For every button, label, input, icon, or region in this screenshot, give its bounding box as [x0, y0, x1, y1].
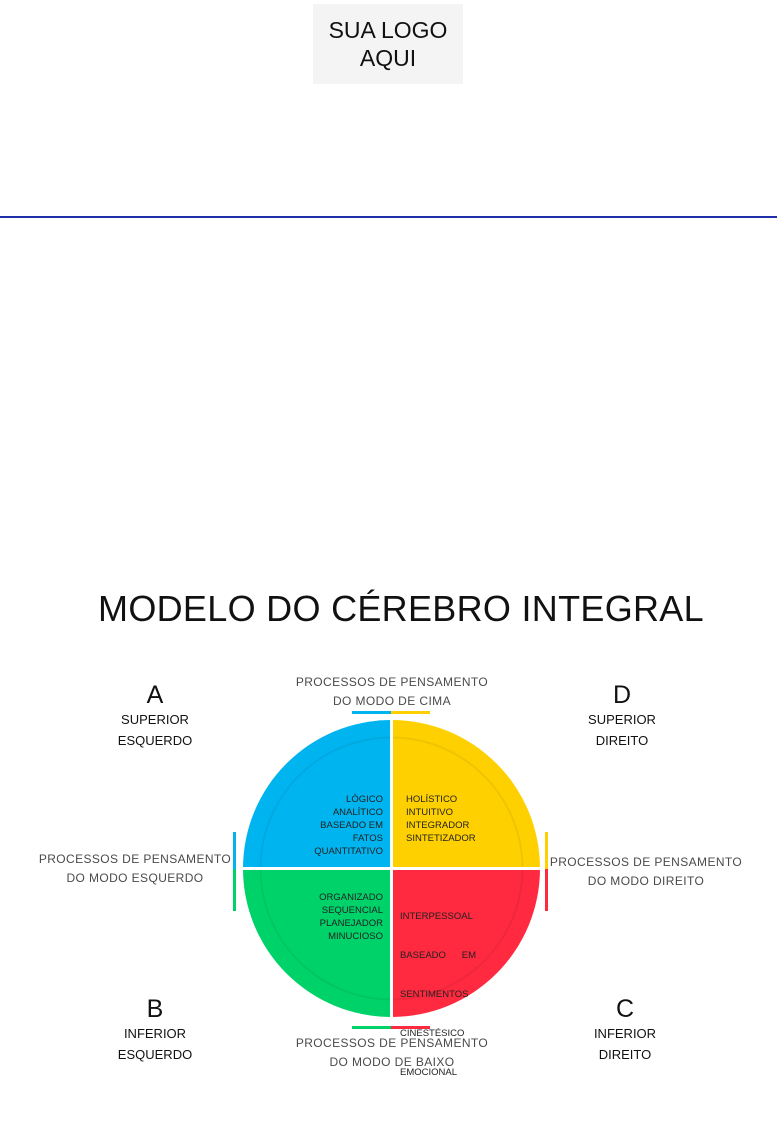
- header-divider: [0, 216, 777, 218]
- quadrant-b-trait: PLANEJADOR: [319, 918, 383, 929]
- process-top-line1: PROCESSOS DE PENSAMENTO: [295, 675, 489, 689]
- quadrant-c-trait: CINESTÉSICO: [400, 1028, 465, 1039]
- process-left-bar-blue: [233, 832, 236, 869]
- quadrant-d-line1: SUPERIOR: [588, 712, 656, 727]
- quadrant-b-trait: MINUCIOSO: [328, 931, 383, 942]
- quadrant-d-trait: INTUITIVO: [406, 807, 453, 818]
- quadrant-c-line2: DIREITO: [598, 1047, 652, 1062]
- logo-line-1: SUA LOGO: [328, 17, 448, 43]
- quadrant-c-letter: C: [615, 995, 635, 1023]
- quadrant-d-label: [572, 681, 672, 751]
- process-right-line1: PROCESSOS DE PENSAMENTO: [549, 855, 743, 869]
- process-top-label: [282, 673, 502, 711]
- quadrant-a-trait: FATOS: [352, 833, 383, 844]
- quadrant-a-trait: ANALÍTICO: [332, 807, 383, 818]
- process-right-line2: DO MODO DIREITO: [587, 874, 705, 888]
- process-bottom-bar-green: [352, 1026, 391, 1029]
- quadrant-b-trait: ORGANIZADO: [319, 892, 383, 903]
- quadrant-d-trait: HOLÍSTICO: [406, 794, 458, 805]
- quadrant-c-label: [575, 995, 675, 1065]
- process-right-bar-red: [545, 869, 548, 911]
- quadrant-c-traits: [400, 884, 520, 1092]
- quadrant-b-line2: ESQUERDO: [117, 1047, 193, 1062]
- quadrant-c-trait: SENTIMENTOS: [400, 989, 469, 1000]
- quadrant-b-traits: [290, 891, 383, 943]
- quadrant-a-line1: SUPERIOR: [121, 712, 189, 727]
- quadrant-d-trait: SINTETIZADOR: [406, 833, 476, 844]
- quadrant-a-trait: LÓGICO: [346, 794, 383, 805]
- quadrant-a-letter: A: [146, 681, 164, 709]
- quadrant-a-trait: QUANTITATIVO: [314, 846, 383, 857]
- quadrant-c-line1: INFERIOR: [593, 1026, 657, 1041]
- quadrant-c-trait: INTERPESSOAL: [400, 911, 473, 922]
- quadrant-a-label: [105, 681, 205, 751]
- process-left-bar-green: [233, 869, 236, 911]
- logo-placeholder: [313, 4, 463, 84]
- process-right-label: [548, 853, 744, 891]
- quadrant-a-traits: [290, 793, 383, 858]
- quadrant-d-letter: D: [612, 681, 632, 709]
- quadrant-b-label: [105, 995, 205, 1065]
- process-left-line1: PROCESSOS DE PENSAMENTO: [38, 852, 232, 866]
- quadrant-b-line1: INFERIOR: [123, 1026, 187, 1041]
- quadrant-b-trait: SEQUENCIAL: [321, 905, 383, 916]
- process-bottom-line1: PROCESSOS DE PENSAMENTO: [295, 1036, 489, 1050]
- quadrant-b-letter: B: [146, 995, 164, 1023]
- process-left-line2: DO MODO ESQUERDO: [66, 871, 204, 885]
- quadrant-a-line2: ESQUERDO: [117, 733, 193, 748]
- process-bottom-line2: DO MODO DE BAIXO: [329, 1055, 455, 1069]
- quadrant-c-trait: EMOCIONAL: [400, 1067, 458, 1078]
- process-left-label: [30, 850, 240, 888]
- process-right-bar-yellow: [545, 832, 548, 869]
- process-top-line2: DO MODO DE CIMA: [332, 694, 451, 708]
- quadrant-c-trait: BASEADO EM: [400, 950, 477, 961]
- quadrant-d-line2: DIREITO: [595, 733, 649, 748]
- quadrant-d-trait: INTEGRADOR: [406, 820, 470, 831]
- quadrant-a-trait: BASEADO EM: [320, 820, 383, 831]
- quadrant-d-traits: [406, 793, 516, 845]
- process-top-bar-blue: [352, 711, 391, 714]
- page-title: MODELO DO CÉREBRO INTEGRAL: [98, 588, 704, 629]
- process-top-bar-yellow: [391, 711, 430, 714]
- logo-line-2: AQUI: [359, 45, 417, 71]
